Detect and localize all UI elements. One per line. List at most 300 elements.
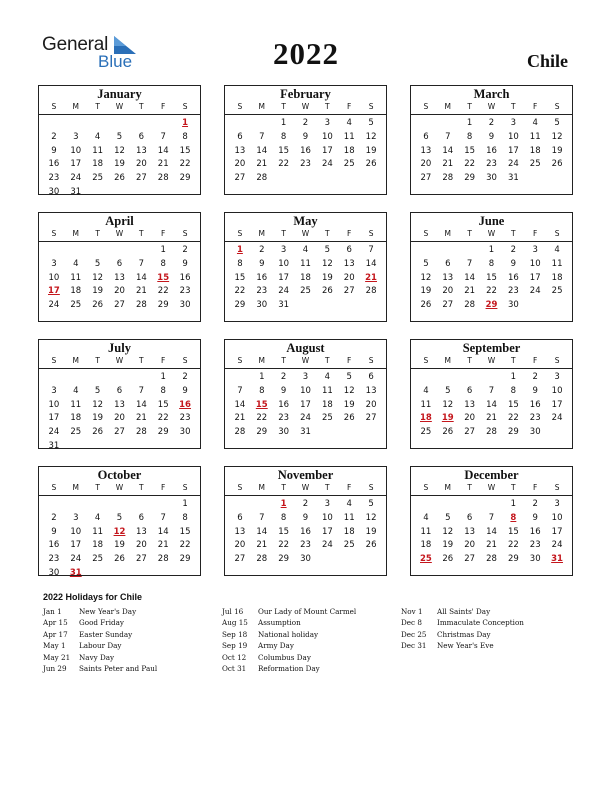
day-cell: 14 — [157, 145, 169, 156]
weekday-label: T — [511, 483, 516, 492]
day-cell: 29 — [507, 554, 519, 565]
holiday-name: New Year's Day — [79, 607, 137, 616]
holiday-name: National holiday — [258, 629, 319, 639]
day-cell: 26 — [321, 286, 333, 297]
day-cell: 10 — [278, 258, 290, 269]
month-november — [224, 466, 387, 576]
day-cell: 11 — [420, 526, 432, 537]
empty-cell — [130, 117, 152, 131]
weekday-label: S — [423, 483, 429, 492]
day-cell: 15 — [486, 272, 497, 283]
weekday-label: S — [554, 356, 560, 365]
holiday-day-cell: 15 — [157, 272, 170, 283]
day-cell: 20 — [464, 413, 476, 424]
day-cell: 12 — [321, 258, 333, 269]
day-cell: 27 — [464, 554, 476, 565]
day-grid — [39, 242, 200, 313]
empty-cell — [459, 498, 481, 512]
holiday-name: Reformation Day — [258, 663, 320, 673]
day-cell: 21 — [256, 540, 268, 551]
day-cell: 14 — [135, 399, 147, 410]
day-cell: 4 — [324, 372, 331, 382]
day-grid — [411, 242, 572, 313]
month-name: April — [105, 214, 134, 228]
month-june — [410, 212, 573, 322]
day-grid — [225, 242, 386, 313]
weekday-label: F — [347, 356, 352, 365]
day-cell: 19 — [442, 540, 454, 551]
day-cell: 24 — [48, 300, 60, 311]
day-cell: 11 — [70, 399, 82, 410]
day-cell: 15 — [234, 272, 246, 283]
holiday-name: New Year's Eve — [437, 641, 494, 651]
weekday-label: W — [301, 229, 310, 238]
day-cell: 15 — [507, 526, 519, 537]
day-cell: 16 — [48, 540, 60, 551]
holiday-day-cell: 1 — [280, 499, 287, 509]
empty-cell — [87, 244, 109, 258]
day-cell: 30 — [48, 186, 60, 197]
day-cell: 17 — [48, 413, 60, 424]
month-name: October — [97, 468, 142, 482]
day-cell: 30 — [529, 554, 541, 565]
day-cell: 28 — [157, 173, 169, 184]
day-cell: 19 — [365, 145, 377, 156]
day-cell: 20 — [234, 159, 246, 170]
day-cell: 18 — [343, 145, 355, 156]
day-cell: 6 — [423, 131, 429, 142]
day-cell: 25 — [551, 286, 563, 297]
day-cell: 27 — [464, 427, 476, 438]
weekday-label: M — [258, 229, 266, 238]
day-cell: 11 — [529, 131, 541, 142]
weekday-label: W — [115, 102, 124, 111]
day-cell: 21 — [234, 413, 246, 424]
empty-cell — [130, 371, 152, 385]
day-cell: 19 — [114, 159, 125, 170]
day-cell: 17 — [321, 145, 333, 156]
day-cell: 28 — [135, 427, 147, 438]
day-cell: 4 — [346, 118, 352, 128]
day-cell: 10 — [70, 145, 82, 156]
holiday-date: Aug 15 — [222, 618, 248, 628]
day-cell: 3 — [554, 372, 560, 382]
month-name: July — [108, 341, 131, 355]
day-cell: 21 — [256, 159, 268, 170]
holiday-date: Oct 12 — [222, 652, 247, 662]
day-cell: 22 — [278, 159, 290, 170]
holiday-day-cell: 25 — [420, 554, 432, 565]
day-cell: 28 — [464, 300, 476, 311]
day-cell: 14 — [157, 526, 169, 537]
day-cell: 11 — [92, 526, 104, 537]
day-grid — [39, 496, 200, 581]
day-cell: 14 — [486, 399, 497, 410]
day-cell: 28 — [234, 427, 246, 438]
holiday-name: Good Friday — [79, 618, 124, 628]
day-cell: 21 — [442, 159, 454, 170]
day-cell: 7 — [259, 131, 265, 142]
holiday-day-cell: 19 — [441, 413, 454, 424]
weekday-label: M — [72, 483, 80, 492]
day-cell: 27 — [442, 300, 454, 311]
day-cell: 12 — [420, 272, 432, 283]
month-name: December — [464, 468, 519, 482]
day-cell: 26 — [420, 300, 432, 311]
day-cell: 8 — [280, 512, 287, 523]
day-cell: 6 — [445, 258, 451, 269]
weekday-label: W — [301, 356, 310, 365]
day-cell: 22 — [157, 286, 169, 297]
holiday-name: Labour Day — [79, 641, 122, 651]
day-cell: 20 — [464, 540, 476, 551]
weekday-label: T — [511, 356, 516, 365]
weekday-label: S — [237, 356, 243, 365]
empty-cell — [130, 498, 152, 512]
day-cell: 2 — [302, 499, 309, 509]
weekday-label: S — [368, 483, 374, 492]
day-cell: 6 — [138, 512, 145, 523]
day-grid — [411, 496, 572, 567]
day-cell: 4 — [73, 385, 79, 396]
day-cell: 7 — [138, 385, 145, 396]
day-cell: 15 — [464, 145, 476, 156]
day-cell: 1 — [510, 499, 517, 509]
weekday-label: S — [554, 229, 560, 238]
day-cell: 16 — [529, 399, 541, 410]
weekday-label: F — [347, 102, 352, 111]
day-cell: 13 — [234, 526, 246, 537]
weekday-label: W — [487, 356, 496, 365]
day-cell: 29 — [464, 173, 476, 184]
day-cell: 27 — [420, 173, 432, 184]
day-cell: 30 — [507, 300, 519, 311]
day-cell: 6 — [346, 245, 352, 255]
weekday-label: F — [533, 229, 538, 238]
day-cell: 3 — [302, 372, 309, 382]
empty-cell — [415, 371, 437, 385]
day-cell: 14 — [135, 272, 147, 283]
day-cell: 2 — [532, 372, 538, 382]
empty-cell — [481, 371, 503, 385]
day-cell: 17 — [278, 272, 290, 283]
day-cell: 13 — [420, 145, 432, 156]
day-cell: 6 — [368, 372, 374, 382]
month-december — [410, 466, 573, 576]
day-cell: 10 — [551, 512, 563, 523]
holiday-name: Easter Sunday — [79, 629, 133, 639]
day-cell: 2 — [488, 118, 495, 128]
day-cell: 24 — [278, 286, 290, 297]
weekday-label: S — [368, 102, 374, 111]
day-cell: 3 — [554, 499, 560, 509]
day-cell: 31 — [300, 427, 311, 438]
day-cell: 22 — [234, 286, 246, 297]
weekday-label: F — [533, 102, 538, 111]
day-cell: 9 — [51, 145, 57, 156]
day-cell: 8 — [237, 258, 243, 269]
weekday-label: S — [554, 102, 560, 111]
day-cell: 15 — [278, 526, 290, 537]
day-cell: 16 — [48, 159, 60, 170]
empty-cell — [43, 371, 65, 385]
weekday-header — [39, 228, 200, 242]
weekday-label: T — [467, 102, 472, 111]
day-cell: 19 — [420, 286, 432, 297]
weekday-label: M — [72, 102, 80, 111]
day-cell: 2 — [182, 245, 188, 255]
day-cell: 9 — [532, 385, 538, 396]
holiday-date: Jun 29 — [43, 663, 67, 673]
empty-cell — [87, 498, 109, 512]
weekday-label: W — [301, 483, 310, 492]
day-cell: 7 — [138, 258, 145, 269]
holidays-title: 2022 Holidays for Chile — [43, 592, 143, 602]
day-cell: 1 — [259, 372, 265, 382]
day-cell: 13 — [442, 272, 454, 283]
day-cell: 25 — [70, 427, 82, 438]
holiday-date: Sep 18 — [222, 629, 248, 639]
empty-cell — [415, 498, 437, 512]
day-cell: 2 — [51, 512, 57, 523]
day-grid — [225, 115, 386, 186]
day-cell: 30 — [278, 427, 290, 438]
empty-cell — [229, 371, 251, 385]
logo-word-general: General — [42, 34, 109, 55]
day-cell: 3 — [532, 245, 538, 255]
day-cell: 15 — [179, 145, 191, 156]
day-cell: 26 — [442, 427, 454, 438]
month-july — [38, 339, 201, 449]
day-cell: 19 — [92, 286, 104, 297]
month-name: June — [478, 214, 505, 228]
empty-cell — [87, 371, 109, 385]
weekday-label: T — [467, 229, 472, 238]
day-cell: 10 — [321, 512, 333, 523]
logo-word-blue: Blue — [98, 52, 133, 71]
day-cell: 17 — [507, 145, 519, 156]
day-cell: 6 — [237, 131, 243, 142]
day-cell: 21 — [486, 540, 497, 551]
weekday-label: M — [258, 356, 266, 365]
day-cell: 3 — [510, 118, 517, 128]
calendar-year: 2022 — [273, 36, 339, 71]
holiday-date: May 21 — [43, 652, 71, 662]
holiday-day-cell: 17 — [48, 286, 60, 297]
day-cell: 23 — [179, 413, 191, 424]
day-cell: 14 — [256, 145, 268, 156]
day-cell: 24 — [529, 286, 541, 297]
day-cell: 9 — [510, 258, 517, 269]
empty-cell — [109, 244, 131, 258]
day-cell: 4 — [94, 131, 101, 142]
day-cell: 29 — [507, 427, 519, 438]
day-cell: 27 — [365, 413, 377, 424]
weekday-label: S — [51, 356, 57, 365]
day-cell: 22 — [256, 413, 268, 424]
weekday-label: S — [182, 102, 188, 111]
day-cell: 10 — [70, 526, 82, 537]
calendar-country: Chile — [526, 51, 568, 71]
day-cell: 16 — [300, 145, 311, 156]
empty-cell — [251, 117, 273, 131]
weekday-label: S — [237, 229, 243, 238]
empty-cell — [437, 371, 459, 385]
weekday-label: T — [139, 356, 144, 365]
day-cell: 15 — [507, 399, 519, 410]
day-cell: 7 — [488, 512, 495, 523]
day-cell: 31 — [48, 440, 60, 451]
day-cell: 20 — [114, 413, 125, 424]
day-cell: 29 — [256, 427, 268, 438]
empty-cell — [251, 498, 273, 512]
day-cell: 10 — [551, 385, 563, 396]
day-cell: 27 — [135, 554, 147, 565]
day-cell: 20 — [234, 540, 246, 551]
day-cell: 10 — [529, 258, 541, 269]
day-cell: 5 — [554, 118, 560, 128]
day-cell: 21 — [486, 413, 497, 424]
weekday-label: M — [258, 483, 266, 492]
weekday-label: S — [182, 229, 188, 238]
month-may — [224, 212, 387, 322]
day-cell: 25 — [420, 427, 432, 438]
weekday-label: S — [182, 356, 188, 365]
empty-cell — [437, 117, 459, 131]
day-cell: 14 — [256, 526, 268, 537]
day-cell: 6 — [466, 385, 473, 396]
month-april — [38, 212, 201, 322]
weekday-label: W — [115, 483, 124, 492]
empty-cell — [87, 117, 109, 131]
day-cell: 24 — [507, 159, 519, 170]
holiday-day-cell: 1 — [236, 245, 243, 255]
weekday-label: W — [487, 483, 496, 492]
day-cell: 26 — [92, 300, 104, 311]
day-cell: 10 — [507, 131, 519, 142]
day-cell: 8 — [466, 131, 473, 142]
weekday-label: S — [51, 102, 57, 111]
weekday-label: F — [161, 483, 166, 492]
holiday-date: Nov 1 — [401, 607, 423, 616]
day-cell: 7 — [160, 512, 166, 523]
day-cell: 27 — [343, 286, 355, 297]
day-cell: 29 — [179, 554, 191, 565]
month-name: March — [473, 87, 510, 101]
day-cell: 9 — [302, 512, 309, 523]
day-cell: 26 — [551, 159, 563, 170]
day-cell: 24 — [48, 427, 60, 438]
empty-cell — [43, 498, 65, 512]
day-cell: 30 — [300, 554, 311, 565]
weekday-label: S — [51, 229, 57, 238]
day-cell: 12 — [343, 385, 355, 396]
weekday-label: S — [423, 229, 429, 238]
empty-cell — [152, 117, 174, 131]
day-cell: 7 — [237, 385, 243, 396]
weekday-label: T — [95, 356, 100, 365]
day-cell: 23 — [48, 173, 60, 184]
weekday-label: T — [281, 229, 286, 238]
day-cell: 4 — [302, 245, 309, 255]
holiday-day-cell: 8 — [510, 512, 517, 523]
holiday-date: Apr 17 — [43, 629, 68, 639]
day-cell: 26 — [92, 427, 104, 438]
day-cell: 18 — [70, 286, 82, 297]
day-cell: 9 — [182, 258, 188, 269]
day-cell: 26 — [343, 413, 355, 424]
day-cell: 1 — [160, 245, 166, 255]
day-cell: 16 — [529, 526, 541, 537]
day-cell: 19 — [114, 540, 125, 551]
day-cell: 30 — [256, 300, 268, 311]
day-cell: 5 — [445, 512, 451, 523]
day-cell: 12 — [114, 145, 125, 156]
day-cell: 10 — [48, 272, 60, 283]
weekday-label: W — [115, 356, 124, 365]
holiday-name: Navy Day — [79, 652, 115, 662]
day-cell: 24 — [551, 540, 563, 551]
day-cell: 20 — [135, 540, 147, 551]
day-cell: 5 — [368, 118, 374, 128]
day-cell: 2 — [182, 372, 188, 382]
day-cell: 13 — [135, 526, 147, 537]
day-cell: 8 — [259, 385, 265, 396]
day-cell: 31 — [278, 300, 290, 311]
holiday-day-cell: 12 — [113, 526, 126, 537]
day-cell: 14 — [464, 272, 476, 283]
day-cell: 15 — [179, 526, 191, 537]
day-cell: 22 — [486, 286, 497, 297]
day-cell: 4 — [532, 118, 538, 128]
weekday-label: W — [487, 229, 496, 238]
day-cell: 11 — [70, 272, 82, 283]
weekday-label: T — [325, 483, 330, 492]
weekday-label: S — [368, 229, 374, 238]
day-cell: 8 — [280, 131, 287, 142]
day-cell: 5 — [445, 385, 451, 396]
day-cell: 11 — [343, 131, 355, 142]
weekday-label: F — [161, 356, 166, 365]
day-cell: 30 — [179, 300, 191, 311]
holiday-date: Jul 16 — [222, 607, 244, 616]
day-cell: 12 — [92, 272, 104, 283]
day-cell: 19 — [321, 272, 333, 283]
day-cell: 10 — [48, 399, 60, 410]
day-cell: 25 — [92, 554, 104, 565]
day-cell: 7 — [488, 385, 495, 396]
day-cell: 12 — [442, 526, 454, 537]
empty-cell — [65, 371, 87, 385]
holiday-name: Assumption — [258, 618, 301, 628]
day-cell: 1 — [466, 118, 473, 128]
weekday-label: F — [533, 483, 538, 492]
day-cell: 10 — [300, 385, 311, 396]
day-cell: 16 — [179, 272, 191, 283]
day-cell: 5 — [423, 258, 429, 269]
day-cell: 6 — [116, 258, 123, 269]
holiday-day-cell: 18 — [420, 413, 432, 424]
day-cell: 30 — [179, 427, 191, 438]
day-cell: 11 — [92, 145, 104, 156]
holiday-day-cell: 31 — [551, 554, 563, 565]
day-cell: 25 — [70, 300, 82, 311]
day-cell: 12 — [365, 512, 377, 523]
day-cell: 2 — [532, 499, 538, 509]
weekday-label: F — [347, 229, 352, 238]
empty-cell — [43, 117, 65, 131]
day-cell: 4 — [94, 512, 101, 523]
